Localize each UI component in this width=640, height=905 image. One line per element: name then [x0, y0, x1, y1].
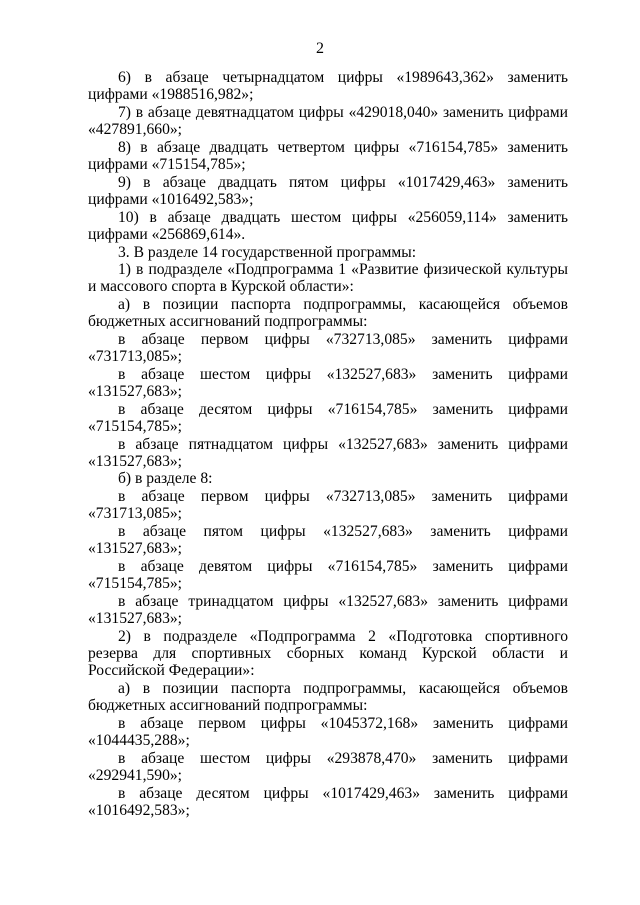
paragraph: 9) в абзаце двадцать пятом цифры «1017429,463» заменить цифрами «1016492,583»;: [88, 173, 568, 209]
paragraph: в абзаце десятом цифры «716154,785» заменить цифрами «715154,785»;: [88, 400, 568, 436]
paragraph: в абзаце тринадцатом цифры «132527,683» заменить цифрами «131527,683»;: [88, 592, 568, 628]
paragraph: в абзаце десятом цифры «1017429,463» заменить цифрами «1016492,583»;: [88, 784, 568, 820]
paragraph: в абзаце девятом цифры «716154,785» заменить цифрами «715154,785»;: [88, 557, 568, 593]
paragraph: 2) в подразделе «Подпрограмма 2 «Подготовка спортивного резерва для спортивных сборных команд Курской области и Российской Федерации»:: [88, 627, 568, 680]
paragraph: 8) в абзаце двадцать четвертом цифры «716154,785» заменить цифрами «715154,785»;: [88, 138, 568, 174]
page-number: 2: [316, 40, 324, 57]
paragraph: в абзаце пятнадцатом цифры «132527,683» заменить цифрами «131527,683»;: [88, 435, 568, 470]
paragraph: в абзаце первом цифры «732713,085» заменить цифрами «731713,085»;: [88, 330, 568, 366]
paragraph: в абзаце шестом цифры «293878,470» заменить цифрами «292941,590»;: [88, 749, 568, 785]
paragraph: 7) в абзаце девятнадцатом цифры «429018,040» заменить цифрами «427891,660»;: [88, 103, 568, 139]
paragraph: 6) в абзаце четырнадцатом цифры «1989643,362» заменить цифрами «1988516,982»;: [88, 69, 568, 104]
paragraph: а) в позиции паспорта подпрограммы, касающейся объемов бюджетных ассигнований подпрограммы:: [88, 679, 568, 715]
paragraph: в абзаце пятом цифры «132527,683» заменить цифрами «131527,683»;: [88, 522, 568, 558]
paragraph: б) в разделе 8:: [118, 470, 213, 488]
paragraph: 1) в подразделе «Подпрограмма 1 «Развитие физической культуры и массового спорта в Курской области»:: [88, 260, 568, 296]
paragraph: в абзаце первом цифры «732713,085» заменить цифрами «731713,085»;: [88, 487, 568, 523]
paragraph: а) в позиции паспорта подпрограммы, касающейся объемов бюджетных ассигнований подпрограммы:: [88, 295, 568, 331]
paragraph: в абзаце шестом цифры «132527,683» заменить цифрами «131527,683»;: [88, 365, 568, 401]
document-body: [88, 69, 568, 819]
paragraph: 10) в абзаце двадцать шестом цифры «256059,114» заменить цифрами «256869,614».: [88, 208, 568, 244]
paragraph: в абзаце первом цифры «1045372,168» заменить цифрами «1044435,288»;: [88, 714, 568, 750]
paragraph: 3. В разделе 14 государственной программы:: [118, 243, 417, 261]
